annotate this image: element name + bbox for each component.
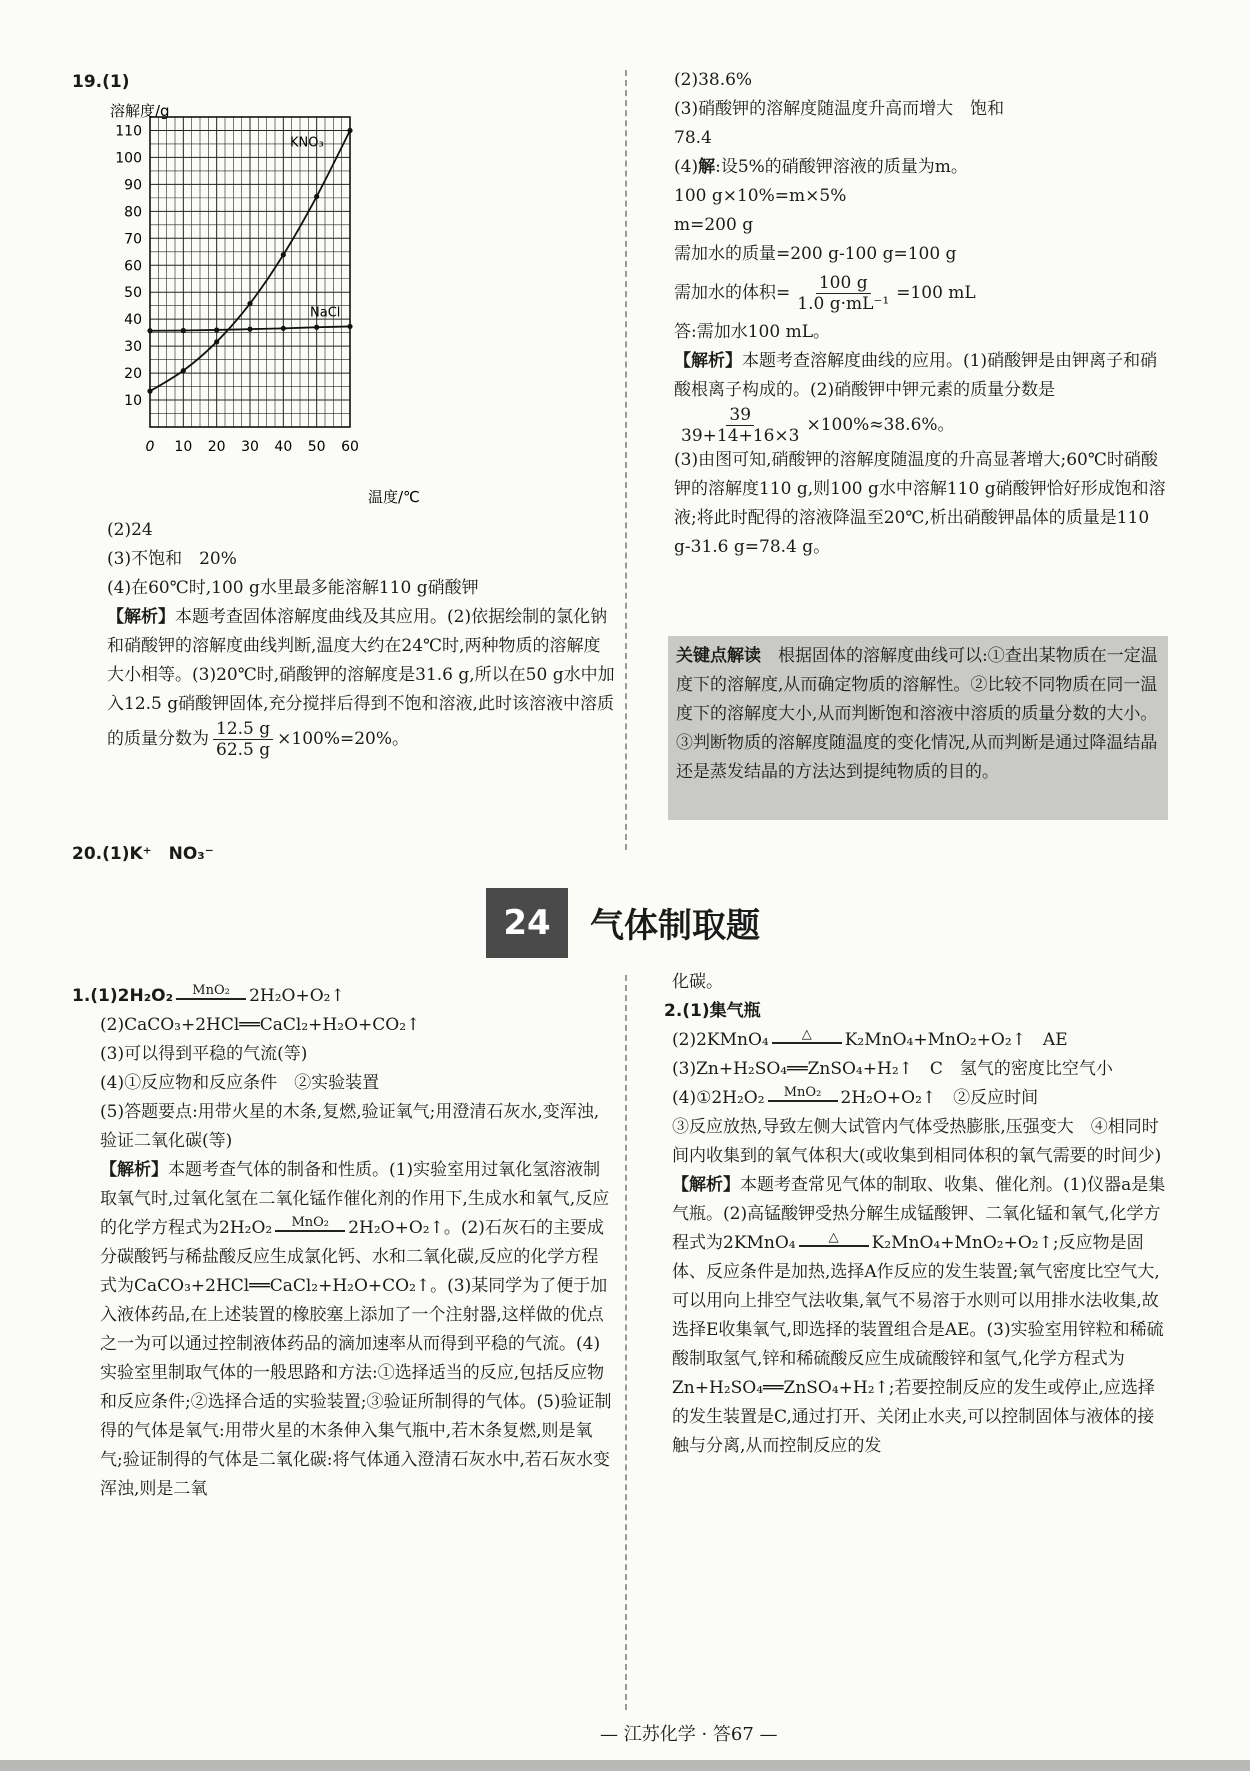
q20-answer: 答:需加水100 mL。 bbox=[674, 322, 830, 342]
q20-part3a: (3)硝酸钾的溶解度随温度升高而增大 饱和 bbox=[674, 99, 1005, 119]
q20-eq1: 100 g×10%=m×5% bbox=[674, 186, 847, 206]
q2-part2: (2)2KMnO₄ △ K₂MnO₄+MnO₂+O₂↑ AE bbox=[672, 1027, 1068, 1050]
x-tick-label: 60 bbox=[341, 439, 359, 455]
q19-analysis: 【解析】本题考查固体溶解度曲线及其应用。(2)依据绘制的氯化钠和硝酸钾的溶解度曲线判断,温度大约在24℃时,两种物质的溶解度大小相等。(3)20℃时,硝酸钾的溶解度是31.6 g,所以在50 g水中加入12.5 g硝酸钾固体,充分搅拌后得到不饱和溶液,此时该溶液中溶质的质量分数为 $\frac{12.5 g}{62.5 g}$ ×100%=20%。 bbox=[107, 607, 615, 760]
q2-block bbox=[664, 968, 1168, 1461]
q20-label-block bbox=[72, 840, 214, 869]
q20-analysis: 【解析】本题考查溶解度曲线的应用。(1)硝酸钾是由钾离子和硝酸根离子构成的。(2)硝酸钾中钾元素的质量分数是 $\frac{39}{39+14+16\times 3}$ ×100%≈38.6%。 bbox=[674, 351, 1158, 446]
y-tick-label: 50 bbox=[124, 285, 142, 302]
q20-analysis-cont: (3)由图可知,硝酸钾的溶解度随温度的升高显著增大;60℃时硝酸钾的溶解度110 g,则100 g水中溶解110 g硝酸钾恰好形成饱和溶液;将此时配得的溶液降温至20℃,析出硝酸钾晶体的质量是110 g-31.6 g=78.4 g。 bbox=[674, 450, 1166, 557]
data-point bbox=[247, 301, 252, 306]
q2-part1: 2.(1)集气瓶 bbox=[664, 1001, 761, 1021]
q1-analysis: 【解析】本题考查气体的制备和性质。(1)实验室用过氧化氢溶液制取氧气时,过氧化氢在二氧化锰作催化剂的作用下,生成水和氧气,反应的化学方程式为2H₂O₂ MnO₂ 2H₂O+O₂↑。(2)石灰石的主要成分碳酸钙与稀盐酸反应生成氯化钙、水和二氧化碳,反应的化学方程式为CaCO₃+2HCl══CaCl₂+H₂O+CO₂↑。(3)某同学为了便于加入液体药品,在上述装置的橡胶塞上添加了一个注射器,这样做的优点之一为可以通过控制液体药品的滴加速率从而得到平稳的气流。(4)实验室里制取气体的一般思路和方法:①选择适当的反应,包括反应物和反应条件;②选择合适的实验装置;③验证所制得的气体。(5)验证制得的气体是氧气:用带火星的木条伸入集气瓶中,若木条复燃,则是氧气;验证制得的气体是二氧化碳:将气体通入澄清石灰水中,若石灰水变浑浊,则是二氧 bbox=[100, 1160, 612, 1499]
data-point bbox=[347, 324, 352, 329]
q2-analysis: 【解析】本题考查常见气体的制取、收集、催化剂。(1)仪器a是集气瓶。(2)高锰酸钾受热分解生成锰酸钾、二氧化锰和氧气,化学方程式为2KMnO₄ △ K₂MnO₄+MnO₂+O₂↑;反应物是固体、反应条件是加热,选择A作反应的发生装置;氧气密度比空气大,可以用向上排空气法收集,氧气不易溶于水则可以用排水法收集,故选择E收集氧气,即选择的装置组合是AE。(3)实验室用锌粒和稀硫酸制取氢气,锌和稀硫酸反应生成硫酸锌和氢气,化学方程式为Zn+H₂SO₄══ZnSO₄+H₂↑;若要控制反应的发生或停止,应选择的发生装置是C,通过打开、关闭止水夹,可以控制固体与液体的接触与分离,从而控制反应的发 bbox=[672, 1175, 1166, 1456]
q2-part3: (3)Zn+H₂SO₄══ZnSO₄+H₂↑ C 氢气的密度比空气小 bbox=[672, 1059, 1113, 1079]
q1-part1: 1.(1)2H₂O₂ MnO₂ 2H₂O+O₂↑ bbox=[72, 983, 345, 1006]
q20-part4: (4)解:设5%的硝酸钾溶液的质量为m。 bbox=[674, 157, 968, 177]
data-point bbox=[314, 325, 319, 330]
data-point bbox=[147, 328, 152, 333]
q19-part2: (2)24 bbox=[107, 520, 153, 540]
series-label-nacl: NaCl bbox=[310, 305, 341, 321]
y-tick-label: 30 bbox=[124, 339, 142, 356]
data-point bbox=[281, 326, 286, 331]
q19-part3: (3)不饱和 20% bbox=[107, 549, 237, 569]
x-tick-label: 10 bbox=[174, 439, 193, 455]
y-tick-label: 70 bbox=[124, 231, 142, 248]
chart-xlabel: 温度/℃ bbox=[368, 488, 420, 506]
series-label-kno3: KNO₃ bbox=[290, 135, 324, 151]
y-tick-label: 80 bbox=[124, 204, 142, 221]
chart-x-ticks bbox=[146, 439, 359, 455]
data-point bbox=[181, 368, 186, 373]
q20-part2: (2)38.6% bbox=[674, 70, 753, 90]
data-point bbox=[347, 128, 352, 133]
x-tick-label: 50 bbox=[307, 439, 326, 455]
data-point bbox=[181, 328, 186, 333]
section-title: 气体制取题 bbox=[590, 906, 760, 946]
q1-part4: (4)①反应物和反应条件 ②实验装置 bbox=[100, 1073, 380, 1093]
q20-fraction: $\frac{39}{39+14+16\times 3}$ bbox=[681, 405, 800, 446]
y-tick-label: 20 bbox=[124, 366, 142, 383]
q20-label: 20.(1)K⁺ NO₃⁻ bbox=[72, 844, 214, 864]
q2-part4: (4)①2H₂O₂ MnO₂ 2H₂O+O₂↑ ②反应时间 bbox=[672, 1085, 1039, 1108]
key-point-box bbox=[668, 636, 1168, 820]
q19-part4: (4)在60℃时,100 g水里最多能溶解110 g硝酸钾 bbox=[107, 578, 479, 598]
section-number: 24 bbox=[486, 888, 568, 958]
q1-part2: (2)CaCO₃+2HCl══CaCl₂+H₂O+CO₂↑ bbox=[100, 1015, 421, 1035]
chart-y-ticks bbox=[115, 123, 142, 409]
x-tick-label: 30 bbox=[241, 439, 259, 455]
x-tick-label: 40 bbox=[274, 439, 293, 455]
q1-part3: (3)可以得到平稳的气流(等) bbox=[100, 1044, 308, 1064]
y-tick-label: 10 bbox=[124, 393, 142, 410]
solubility-chart bbox=[100, 92, 480, 512]
q19-answers bbox=[107, 516, 617, 760]
data-point bbox=[147, 389, 152, 394]
data-point bbox=[214, 327, 219, 332]
q1-continuation: 化碳。 bbox=[672, 972, 723, 992]
q1-part5: (5)答题要点:用带火星的木条,复燃,验证氧气;用澄清石灰水,变浑浊,验证二氧化碳(等) bbox=[100, 1102, 600, 1151]
y-tick-label: 110 bbox=[115, 123, 142, 140]
y-tick-label: 100 bbox=[115, 150, 142, 167]
q20-eq3: 需加水的质量=200 g-100 g=100 g bbox=[674, 244, 957, 264]
column-divider-top bbox=[625, 70, 627, 850]
data-point bbox=[314, 194, 319, 199]
q20-block bbox=[674, 66, 1168, 562]
x-tick-label: 0 bbox=[145, 439, 155, 455]
y-tick-label: 90 bbox=[124, 177, 142, 194]
key-point-title: 关键点解读 bbox=[676, 646, 761, 666]
chart-grid bbox=[150, 117, 350, 427]
q20-eq2: m=200 g bbox=[674, 215, 754, 235]
chart-ylabel: 溶解度/g bbox=[110, 102, 170, 120]
column-divider-bottom bbox=[625, 975, 627, 1710]
key-point-text: 根据固体的溶解度曲线可以:①查出某物质在一定温度下的溶解度,从而确定物质的溶解性。②比较不同物质在同一温度下的溶解度大小,从而判断饱和溶液中溶质的质量分数的大小。③判断物质的溶解度随温度的变化情况,从而判断是通过降温结晶还是蒸发结晶的方法达到提纯物质的目的。 bbox=[676, 646, 1158, 782]
page-edge bbox=[0, 1760, 1250, 1771]
y-tick-label: 60 bbox=[124, 258, 142, 275]
q19-label: 19.(1) bbox=[72, 72, 130, 92]
q20-part3b: 78.4 bbox=[674, 128, 712, 148]
data-point bbox=[214, 339, 219, 344]
q19-fraction: $\frac{12.5 g}{62.5 g}$ bbox=[213, 719, 273, 760]
y-tick-label: 40 bbox=[124, 312, 142, 329]
data-point bbox=[247, 327, 252, 332]
data-point bbox=[281, 252, 286, 257]
x-tick-label: 20 bbox=[207, 439, 226, 455]
q1-block bbox=[72, 982, 612, 1504]
q20-eq4: 需加水的体积= $\frac{100 g}{\text{1.0 g·mL⁻¹}}$ =100 mL bbox=[674, 273, 976, 314]
q2-part5: ③反应放热,导致左侧大试管内气体受热膨胀,压强变大 ④相同时间内收集到的氧气体积大(或收集到相同体积的氧气需要的时间少) bbox=[672, 1117, 1162, 1166]
page-footer: — 江苏化学 · 答67 — bbox=[600, 1724, 778, 1745]
